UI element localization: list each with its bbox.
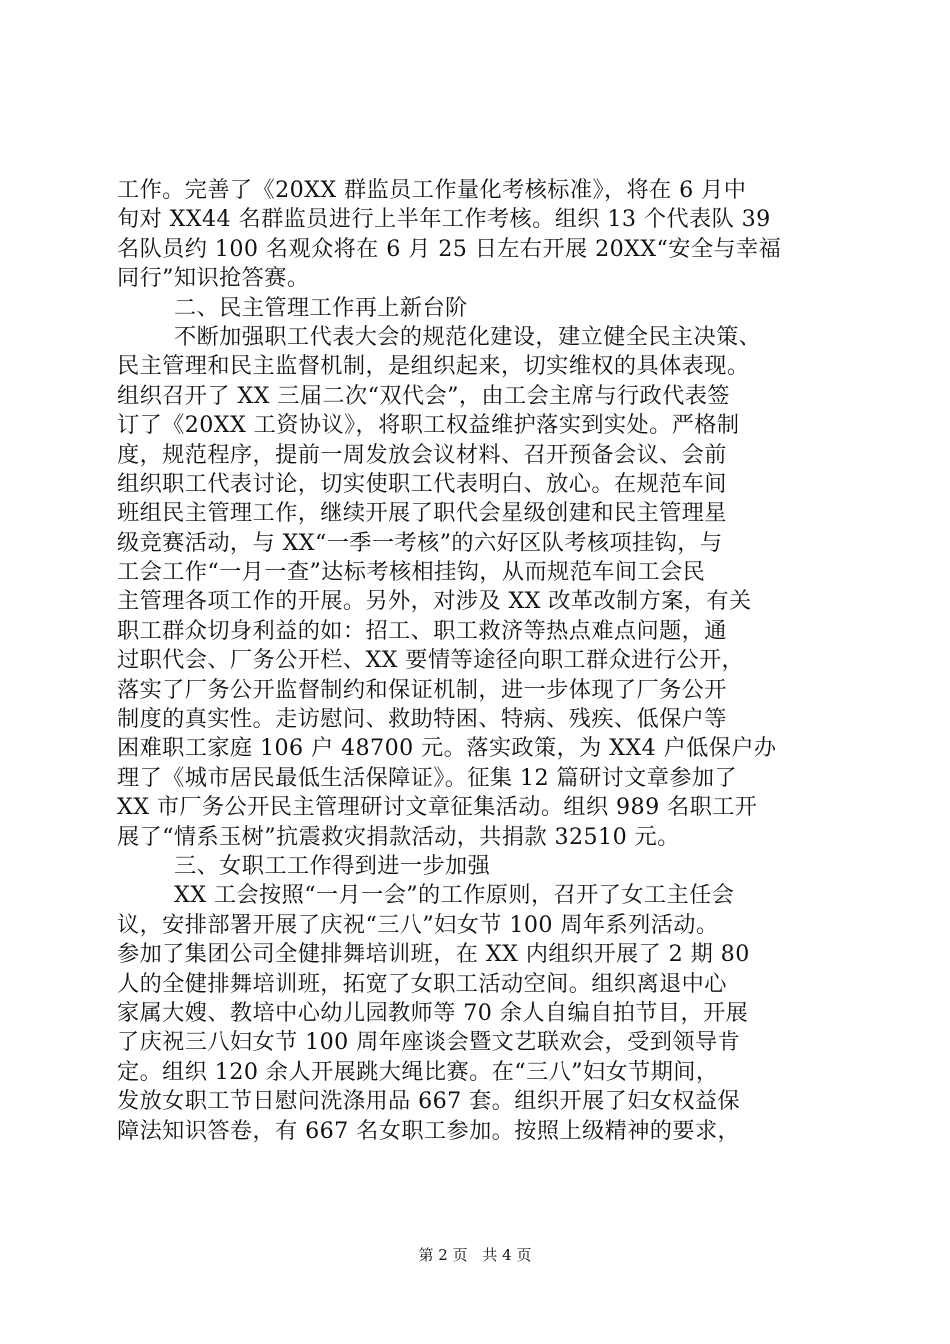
text-line: 落实了厂务公开监督制约和保证机制，进一步体现了厂务公开	[117, 676, 727, 703]
text-line: 工会工作“一月一查”达标考核相挂钩，从而规范车间工会民	[117, 559, 706, 586]
text-line: 旬对 XX44 名群监员进行上半年工作考核。组织 13 个代表队 39	[117, 206, 771, 233]
text-line: 参加了集团公司全健排舞培训班，在 XX 内组织开展了 2 期 80	[117, 941, 750, 968]
page-total: 共 4 页	[482, 1246, 532, 1264]
text-line: 名队员约 100 名观众将在 6 月 25 日左右开展 20XX“安全与幸福	[117, 235, 782, 262]
page-footer	[0, 1245, 950, 1265]
text-line: 展了“情系玉树”抗震救灾捐款活动，共捐款 32510 元。	[117, 823, 680, 850]
text-line: 理了《城市居民最低生活保障证》。征集 12 篇研讨文章参加了	[117, 764, 738, 791]
section-heading: 三、女职工工作得到进一步加强	[174, 852, 491, 879]
text-line: 工作。完善了《20XX 群监员工作量化考核标准》，将在 6 月中	[117, 177, 747, 203]
text-line: 组织召开了 XX 三届二次“双代会”，由工会主席与行政代表签	[117, 382, 730, 409]
paragraph-start-line: 不断加强职工代表大会的规范化建设，建立健全民主决策、	[174, 323, 762, 350]
text-line: 过职代会、厂务公开栏、XX 要情等途径向职工群众进行公开，	[117, 647, 745, 674]
text-line: 障法知识答卷，有 667 名女职工参加。按照上级精神的要求，	[117, 1117, 741, 1144]
document-body	[117, 176, 847, 1146]
text-line: 度，规范程序，提前一周发放会议材料、召开预备会议、会前	[117, 441, 727, 468]
text-line: 了庆祝三八妇女节 100 周年座谈会暨文艺联欢会，受到领导肯	[117, 1029, 741, 1056]
text-line: 定。组织 120 余人开展跳大绳比赛。在“三八”妇女节期间，	[117, 1058, 719, 1085]
text-line: 班组民主管理工作，继续开展了职代会星级创建和民主管理星	[117, 500, 727, 527]
paragraph-start-line: XX 工会按照“一月一会”的工作原则，召开了女工主任会	[174, 882, 735, 909]
page-number: 第 2 页	[418, 1246, 468, 1264]
text-line: 订了《20XX 工资协议》，将职工权益维护落实到实处。严格制	[117, 412, 740, 439]
text-line: 民主管理和民主监督机制，是组织起来，切实维权的具体表现。	[117, 353, 750, 380]
text-line: 职工群众切身利益的如：招工、职工救济等热点难点问题，通	[117, 617, 727, 644]
text-line: XX 市厂务公开民主管理研讨文章征集活动。组织 989 名职工开	[117, 794, 758, 821]
text-line: 同行”知识抢答赛。	[117, 265, 310, 292]
text-line: 制度的真实性。走访慰问、救助特困、特病、残疾、低保户等	[117, 706, 727, 733]
text-line: 家属大嫂、教培中心幼儿园教师等 70 余人自编自拍节目，开展	[117, 999, 749, 1026]
text-line: 组织职工代表讨论，切实使职工代表明白、放心。在规范车间	[117, 470, 727, 497]
text-line: 级竞赛活动，与 XX“一季一考核”的六好区队考核项挂钩，与	[117, 529, 723, 556]
section-heading: 二、民主管理工作再上新台阶	[174, 294, 468, 321]
text-line: 主管理各项工作的开展。另外，对涉及 XX 改革改制方案，有关	[117, 588, 752, 615]
text-line: 发放女职工节日慰问洗涤用品 667 套。组织开展了妇女权益保	[117, 1088, 741, 1115]
text-line: 困难职工家庭 106 户 48700 元。落实政策，为 XX4 户低保户办	[117, 735, 777, 762]
text-line: 议，安排部署开展了庆祝“三八”妇女节 100 周年系列活动。	[117, 911, 719, 938]
text-line: 人的全健排舞培训班，拓宽了女职工活动空间。组织离退中心	[117, 970, 727, 997]
